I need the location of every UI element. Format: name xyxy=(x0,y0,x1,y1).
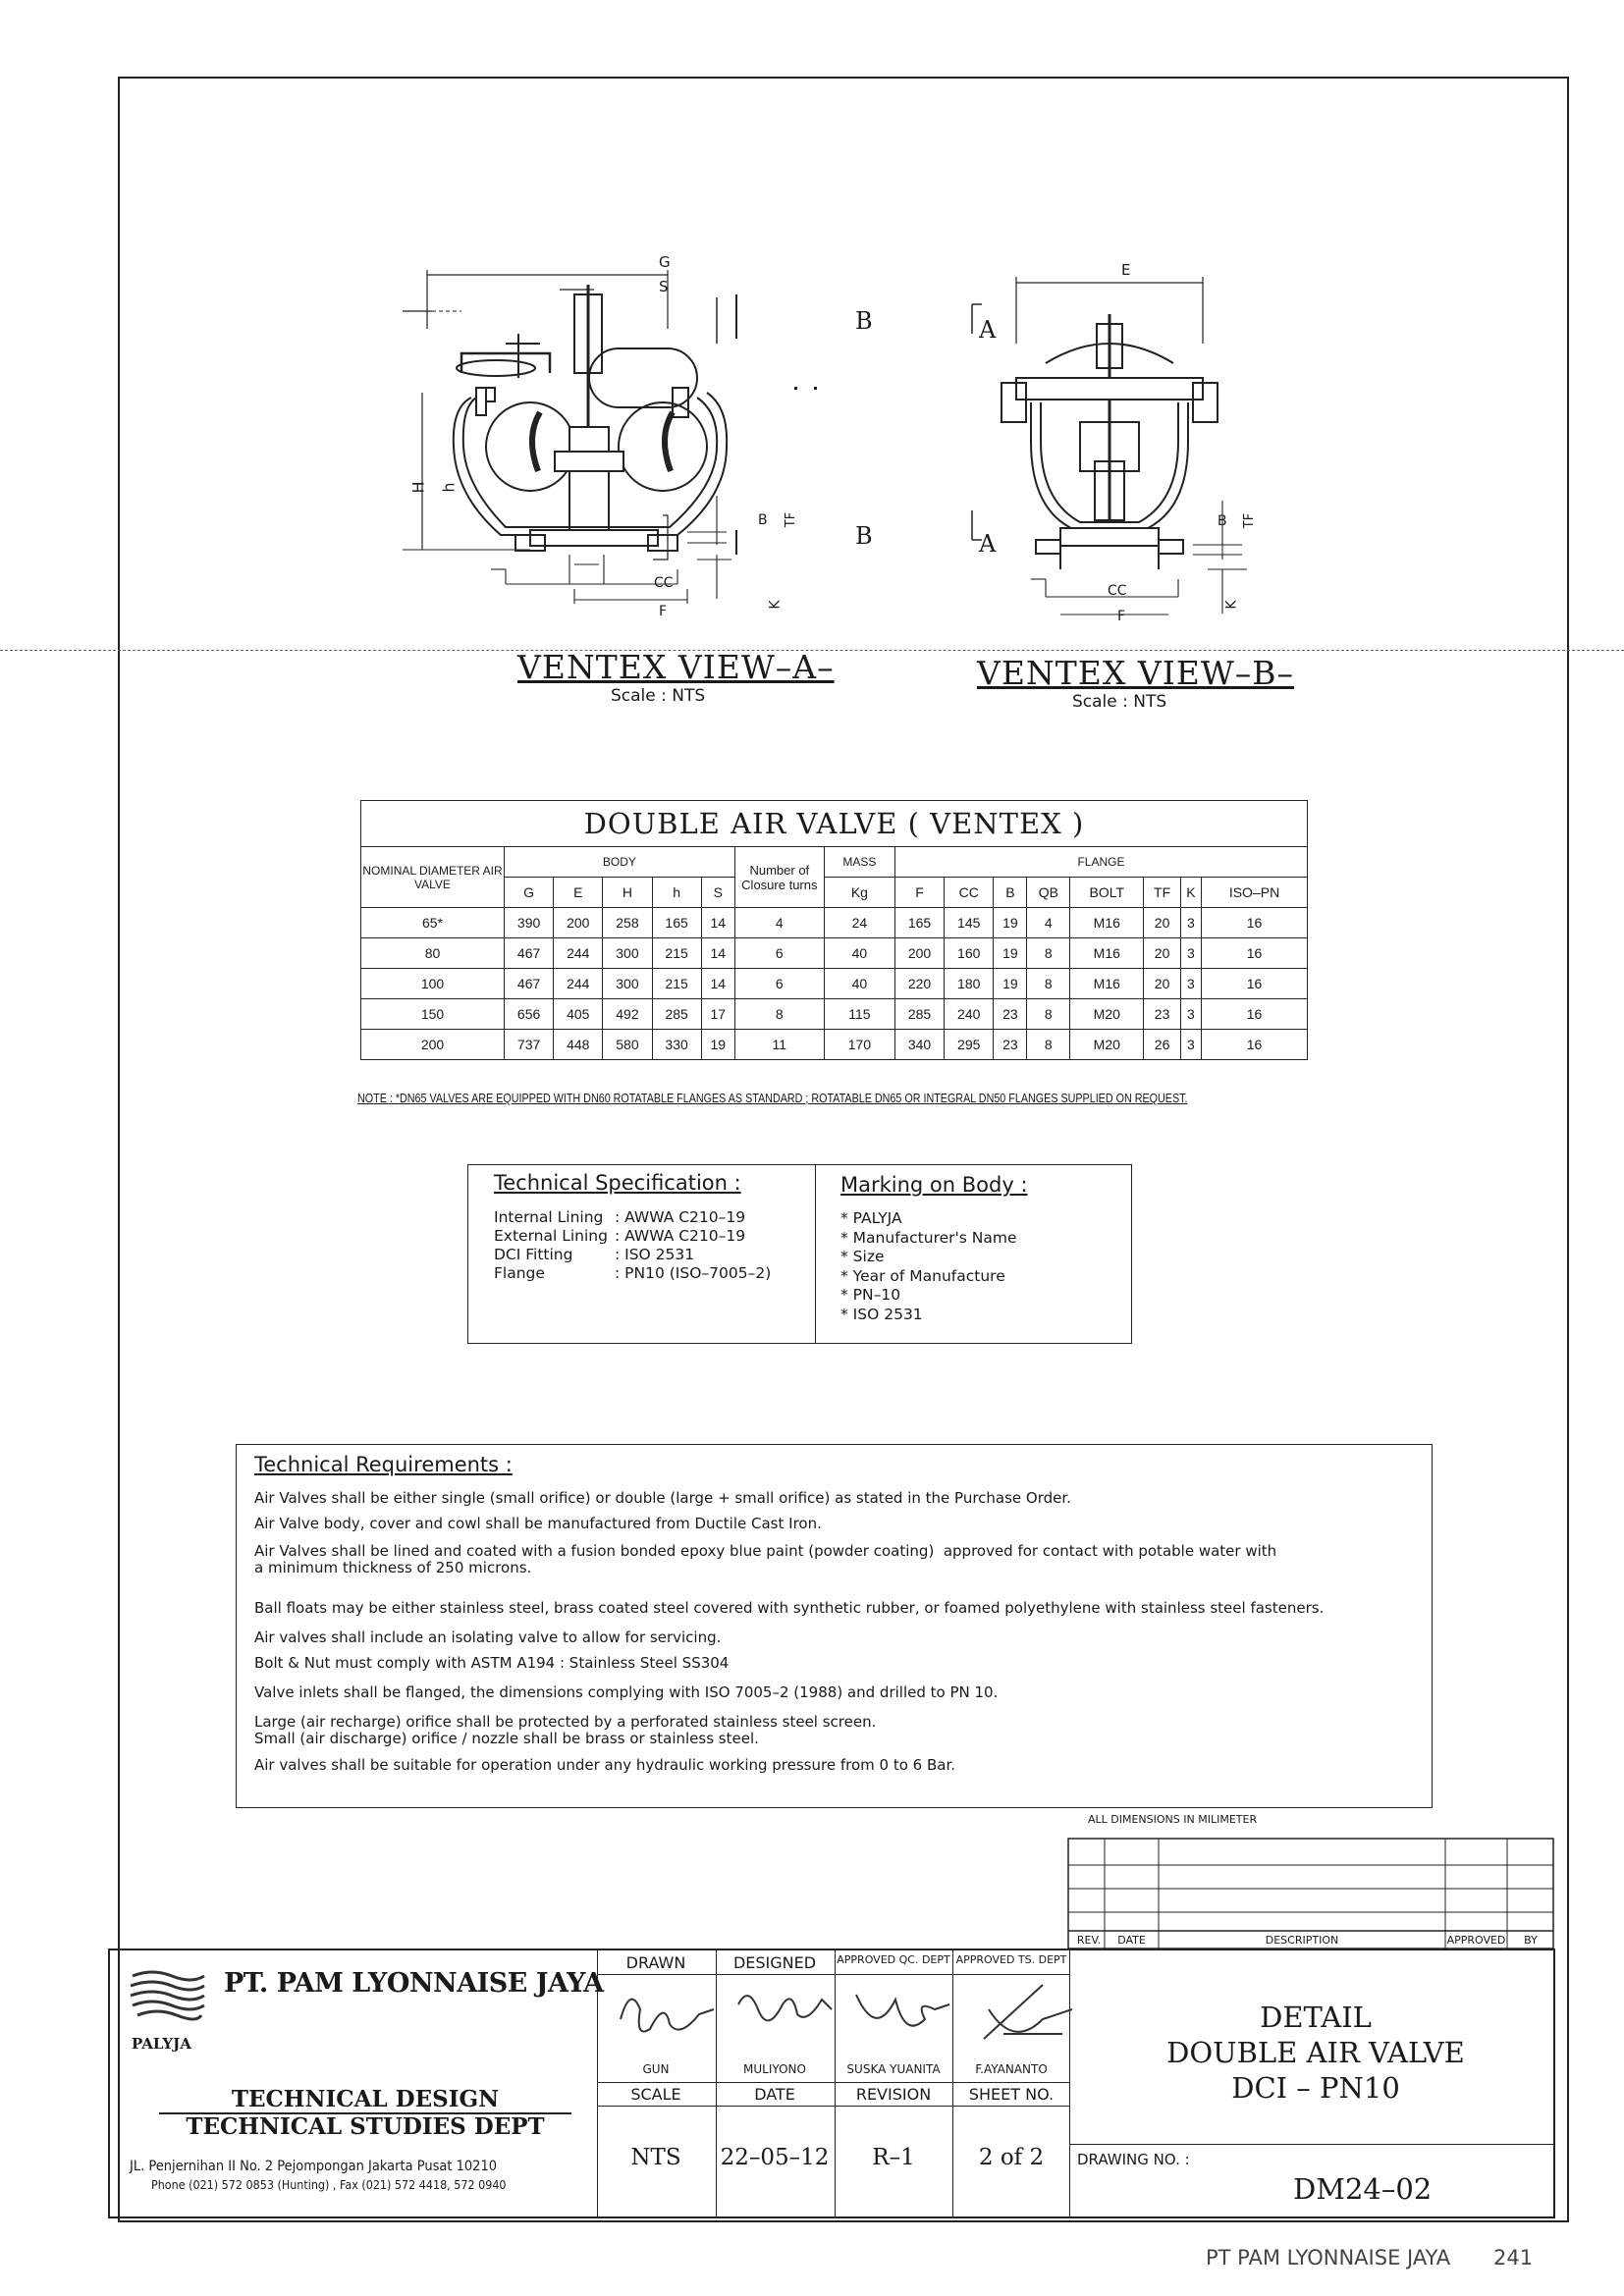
address: JL. Penjernihan II No. 2 Pejompongan Jakarta Pusat 10210 xyxy=(130,2159,498,2174)
ventex-view-b-drawing xyxy=(957,265,1252,628)
table-cell: 240 xyxy=(945,999,994,1030)
signer-name: GUN xyxy=(642,2062,670,2076)
body-header: BODY xyxy=(505,847,735,878)
table-cell: 16 xyxy=(1202,999,1308,1030)
requirements-box xyxy=(236,1444,1433,1808)
table-cell: 65* xyxy=(361,908,505,938)
spec-label: Flange xyxy=(494,1264,545,1282)
table-cell: 11 xyxy=(734,1030,824,1060)
table-cell: 8 xyxy=(1027,938,1070,969)
info-header: SHEET NO. xyxy=(968,2085,1055,2104)
table-cell: 20 xyxy=(1144,969,1180,999)
revision-header: APPROVED xyxy=(1446,1934,1506,1947)
table-cell: M16 xyxy=(1070,908,1144,938)
flange-col-7: ISO–PN xyxy=(1202,878,1308,908)
company-name: PT. PAM LYONNAISE JAYA xyxy=(224,1968,604,1999)
section-label-b-bottom: B xyxy=(855,522,873,550)
tb-hline-1 xyxy=(597,1974,1069,1975)
table-cell: 300 xyxy=(603,969,652,999)
info-header: DATE xyxy=(754,2085,795,2104)
table-cell: 467 xyxy=(505,969,554,999)
flange-col-6: K xyxy=(1180,878,1201,908)
dim-label-h-small: h xyxy=(439,482,459,493)
table-cell: 200 xyxy=(554,908,603,938)
flange-header: FLANGE xyxy=(894,847,1307,878)
nominal-diameter-header: NOMINAL DIAMETER AIR VALVE xyxy=(361,847,505,908)
signer-name: F.AYANANTO xyxy=(975,2062,1048,2076)
body-col-h: h xyxy=(652,878,701,908)
view-b-dim-label-e: E xyxy=(1121,261,1131,279)
view-b-dim-label-tf: TF xyxy=(1242,512,1258,529)
table-row xyxy=(361,1030,1308,1060)
table-cell: 40 xyxy=(824,969,894,999)
table-cell: 24 xyxy=(824,908,894,938)
table-cell: 285 xyxy=(894,999,944,1030)
flange-col-4: BOLT xyxy=(1070,878,1144,908)
requirement-item: Air Valve body, cover and cowl shall be manufactured from Ductile Cast Iron. xyxy=(254,1515,822,1532)
tb-hline-2 xyxy=(597,2082,1069,2083)
table-cell: 200 xyxy=(361,1030,505,1060)
info-value: R–1 xyxy=(872,2145,915,2170)
table-cell: 16 xyxy=(1202,908,1308,938)
table-cell: 3 xyxy=(1180,1030,1201,1060)
info-header: REVISION xyxy=(855,2085,932,2104)
dim-label-cc: CC xyxy=(654,575,674,591)
table-cell: 14 xyxy=(701,969,734,999)
section-label-b-top: B xyxy=(855,307,873,335)
view-a-scale: Scale : NTS xyxy=(611,686,706,706)
table-cell: 244 xyxy=(554,969,603,999)
view-b-scale: Scale : NTS xyxy=(1072,692,1167,712)
table-cell: 19 xyxy=(994,938,1027,969)
all-dimensions-note: ALL DIMENSIONS IN MILIMETER xyxy=(1088,1813,1258,1826)
tb-hline-4 xyxy=(1069,2144,1555,2145)
table-row xyxy=(361,908,1308,938)
table-cell: 4 xyxy=(1027,908,1070,938)
table-cell: 145 xyxy=(945,908,994,938)
table-cell: M16 xyxy=(1070,938,1144,969)
table-cell: 467 xyxy=(505,938,554,969)
table-cell: 258 xyxy=(603,908,652,938)
table-cell: 3 xyxy=(1180,969,1201,999)
flange-col-5: TF xyxy=(1144,878,1180,908)
view-a-title: VENTEX VIEW–A– xyxy=(517,648,835,686)
spec-label: DCI Fitting xyxy=(494,1246,573,1263)
table-cell: 16 xyxy=(1202,1030,1308,1060)
table-cell: 115 xyxy=(824,999,894,1030)
drawing-title xyxy=(1085,2000,1546,2106)
table-row xyxy=(361,938,1308,969)
sign-header: APPROVED QC. DEPT xyxy=(837,1953,950,1966)
dept-technical-design: TECHNICAL DESIGN xyxy=(159,2086,571,2114)
table-cell: 170 xyxy=(824,1030,894,1060)
table-cell: 3 xyxy=(1180,999,1201,1030)
table-cell: 14 xyxy=(701,908,734,938)
view-b-dim-label-b: B xyxy=(1218,513,1227,529)
revision-header: BY xyxy=(1524,1934,1538,1947)
table-cell: 656 xyxy=(505,999,554,1030)
drawing-title-line-1: DETAIL xyxy=(1260,2001,1372,2034)
spec-value: : PN10 (ISO–7005–2) xyxy=(615,1264,772,1282)
revision-header: DATE xyxy=(1117,1934,1146,1947)
marking-item: * PALYJA xyxy=(840,1209,902,1227)
view-b-dim-label-cc: CC xyxy=(1108,583,1127,599)
table-cell: 165 xyxy=(652,908,701,938)
drawing-no-label: DRAWING NO. : xyxy=(1077,2151,1190,2168)
dim-label-h: H xyxy=(408,481,428,494)
view-b-title: VENTEX VIEW–B– xyxy=(977,654,1295,692)
table-cell: M16 xyxy=(1070,969,1144,999)
sign-header: DESIGNED xyxy=(732,1953,817,1972)
table-cell: M20 xyxy=(1070,999,1144,1030)
marking-item: * Size xyxy=(840,1248,885,1265)
spec-label: External Lining xyxy=(494,1227,608,1245)
table-cell: 285 xyxy=(652,999,701,1030)
table-cell: 200 xyxy=(894,938,944,969)
table-cell: 737 xyxy=(505,1030,554,1060)
table-cell: 220 xyxy=(894,969,944,999)
table-cell: 23 xyxy=(994,1030,1027,1060)
table-cell: 80 xyxy=(361,938,505,969)
dim-label-g: G xyxy=(659,253,671,271)
table-cell: 40 xyxy=(824,938,894,969)
table-cell: 180 xyxy=(945,969,994,999)
dim-label-s: S xyxy=(659,278,669,295)
requirement-item: Valve inlets shall be flanged, the dimensions complying with ISO 7005–2 (1988) and drilled to PN 10. xyxy=(254,1683,999,1701)
table-cell: 16 xyxy=(1202,969,1308,999)
table-cell: 492 xyxy=(603,999,652,1030)
body-col-e: E xyxy=(554,878,603,908)
table-cell: 20 xyxy=(1144,908,1180,938)
marking-item: * Year of Manufacture xyxy=(840,1266,1005,1285)
table-cell: 405 xyxy=(554,999,603,1030)
view-b-dim-label-k: K xyxy=(1223,600,1240,610)
dim-label-tf: TF xyxy=(784,511,799,528)
dim-label-f: F xyxy=(659,604,668,619)
flange-col-1: CC xyxy=(945,878,994,908)
marking-item: * ISO 2531 xyxy=(840,1305,923,1323)
signatures xyxy=(611,1980,1072,2063)
section-label-a-top: A xyxy=(979,316,997,344)
view-b-dim-label-f: F xyxy=(1117,609,1126,624)
section-label-a-bottom: A xyxy=(979,530,997,558)
table-cell: 244 xyxy=(554,938,603,969)
requirement-item: Air Valves shall be either single (small orifice) or double (large + small orifice) as stated in the Purchase Order. xyxy=(254,1489,1071,1507)
table-cell: 23 xyxy=(1144,999,1180,1030)
info-header: SCALE xyxy=(630,2085,681,2104)
table-cell: 160 xyxy=(945,938,994,969)
tb-hline-3 xyxy=(597,2106,1069,2107)
table-cell: 3 xyxy=(1180,908,1201,938)
requirements-title: Technical Requirements : xyxy=(254,1453,513,1476)
table-cell: 4 xyxy=(734,908,824,938)
spec-value: : ISO 2531 xyxy=(615,1246,695,1263)
logo-text: PALYJA xyxy=(132,2035,191,2053)
requirement-item: Bolt & Nut must comply with ASTM A194 : Stainless Steel SS304 xyxy=(254,1654,730,1672)
spec-divider xyxy=(815,1165,816,1343)
table-cell: 14 xyxy=(701,938,734,969)
table-cell: 20 xyxy=(1144,938,1180,969)
requirement-item: Air valves shall include an isolating valve to allow for servicing. xyxy=(254,1629,722,1646)
requirement-item: Large (air recharge) orifice shall be protected by a perforated stainless steel screen. Small (air discharge) orifice / nozzle shall be brass or stainless steel. xyxy=(254,1713,877,1747)
table-cell: 3 xyxy=(1180,938,1201,969)
table-cell: 17 xyxy=(701,999,734,1030)
closure-turns-header: Number of Closure turns xyxy=(734,847,824,908)
requirement-item: Air valves shall be suitable for operation under any hydraulic working pressure from 0 to 6 Bar. xyxy=(254,1756,956,1774)
table-cell: 8 xyxy=(1027,999,1070,1030)
palyja-wave-logo xyxy=(128,1968,206,2025)
table-title: DOUBLE AIR VALVE ( VENTEX ) xyxy=(361,801,1308,847)
sign-header: DRAWN xyxy=(625,1953,686,1972)
requirement-item: Air Valves shall be lined and coated with a fusion bonded epoxy blue paint (powder coating) approved for contact with potable water with a minimum thickness of 250 microns. xyxy=(254,1542,1277,1576)
table-cell: 6 xyxy=(734,969,824,999)
footer-company: PT PAM LYONNAISE JAYA xyxy=(1206,2246,1451,2269)
table-cell: 8 xyxy=(734,999,824,1030)
table-cell: 295 xyxy=(945,1030,994,1060)
table-cell: 19 xyxy=(701,1030,734,1060)
drawing-title-line-2: DOUBLE AIR VALVE xyxy=(1166,2036,1465,2069)
drawing-title-line-3: DCI – PN10 xyxy=(1231,2071,1400,2105)
footer-page-number: 241 xyxy=(1493,2246,1534,2269)
table-cell: 165 xyxy=(894,908,944,938)
marking-item: * PN–10 xyxy=(840,1286,901,1304)
mass-header: MASS xyxy=(824,847,894,878)
table-cell: 19 xyxy=(994,908,1027,938)
body-col-s: S xyxy=(701,878,734,908)
table-cell: 390 xyxy=(505,908,554,938)
flange-col-0: F xyxy=(894,878,944,908)
table-cell: 330 xyxy=(652,1030,701,1060)
table-note: NOTE : *DN65 VALVES ARE EQUIPPED WITH DN60 ROTATABLE FLANGES AS STANDARD ; ROTATABLE DN65 OR INTEGRAL DN50 FLANGES SUPPLIED ON REQUEST. xyxy=(357,1092,1188,1105)
requirement-item: Ball floats may be either stainless steel, brass coated steel covered with synthetic rubber, or foamed polyethylene with stainless steel fasteners. xyxy=(254,1599,1325,1617)
table-cell: 19 xyxy=(994,969,1027,999)
dimension-table xyxy=(360,800,1308,1060)
signer-name: SUSKA YUANITA xyxy=(846,2062,941,2076)
table-cell: 23 xyxy=(994,999,1027,1030)
signer-name: MULIYONO xyxy=(743,2062,806,2076)
dept-technical-studies: TECHNICAL STUDIES DEPT xyxy=(186,2113,545,2140)
marking-title: Marking on Body : xyxy=(840,1173,1028,1197)
drawing-no: DM24–02 xyxy=(1293,2172,1433,2206)
flange-col-2: B xyxy=(994,878,1027,908)
ventex-view-a-drawing xyxy=(403,250,835,633)
table-cell: 580 xyxy=(603,1030,652,1060)
dim-label-k: K xyxy=(767,600,784,610)
table-cell: 215 xyxy=(652,938,701,969)
table-cell: 300 xyxy=(603,938,652,969)
revision-header: DESCRIPTION xyxy=(1265,1934,1339,1947)
phone-fax: Phone (021) 572 0853 (Hunting) , Fax (021) 572 4418, 572 0940 xyxy=(151,2178,507,2192)
mass-unit: Kg xyxy=(824,878,894,908)
spec-value: : AWWA C210–19 xyxy=(615,1227,746,1245)
revision-header: REV. xyxy=(1076,1934,1102,1947)
table-cell: M20 xyxy=(1070,1030,1144,1060)
body-col-g: G xyxy=(505,878,554,908)
info-value: NTS xyxy=(630,2145,681,2170)
info-value: 2 of 2 xyxy=(978,2145,1045,2170)
marking-item: * Manufacturer's Name xyxy=(840,1228,1017,1247)
table-cell: 16 xyxy=(1202,938,1308,969)
spec-marking-box xyxy=(467,1164,1132,1344)
spec-value: : AWWA C210–19 xyxy=(615,1208,746,1226)
table-cell: 26 xyxy=(1144,1030,1180,1060)
table-cell: 8 xyxy=(1027,969,1070,999)
table-cell: 340 xyxy=(894,1030,944,1060)
table-row xyxy=(361,969,1308,999)
dim-label-b: B xyxy=(758,512,768,528)
spec-label: Internal Lining xyxy=(494,1208,604,1226)
table-cell: 100 xyxy=(361,969,505,999)
flange-col-3: QB xyxy=(1027,878,1070,908)
sign-header: APPROVED TS. DEPT xyxy=(955,1953,1067,1966)
body-col-h: H xyxy=(603,878,652,908)
title-block xyxy=(108,1949,1555,2218)
table-cell: 215 xyxy=(652,969,701,999)
info-value: 22–05–12 xyxy=(720,2145,830,2170)
table-row xyxy=(361,999,1308,1030)
table-cell: 8 xyxy=(1027,1030,1070,1060)
table-cell: 6 xyxy=(734,938,824,969)
table-cell: 448 xyxy=(554,1030,603,1060)
tech-spec-title: Technical Specification : xyxy=(494,1171,741,1195)
table-cell: 150 xyxy=(361,999,505,1030)
